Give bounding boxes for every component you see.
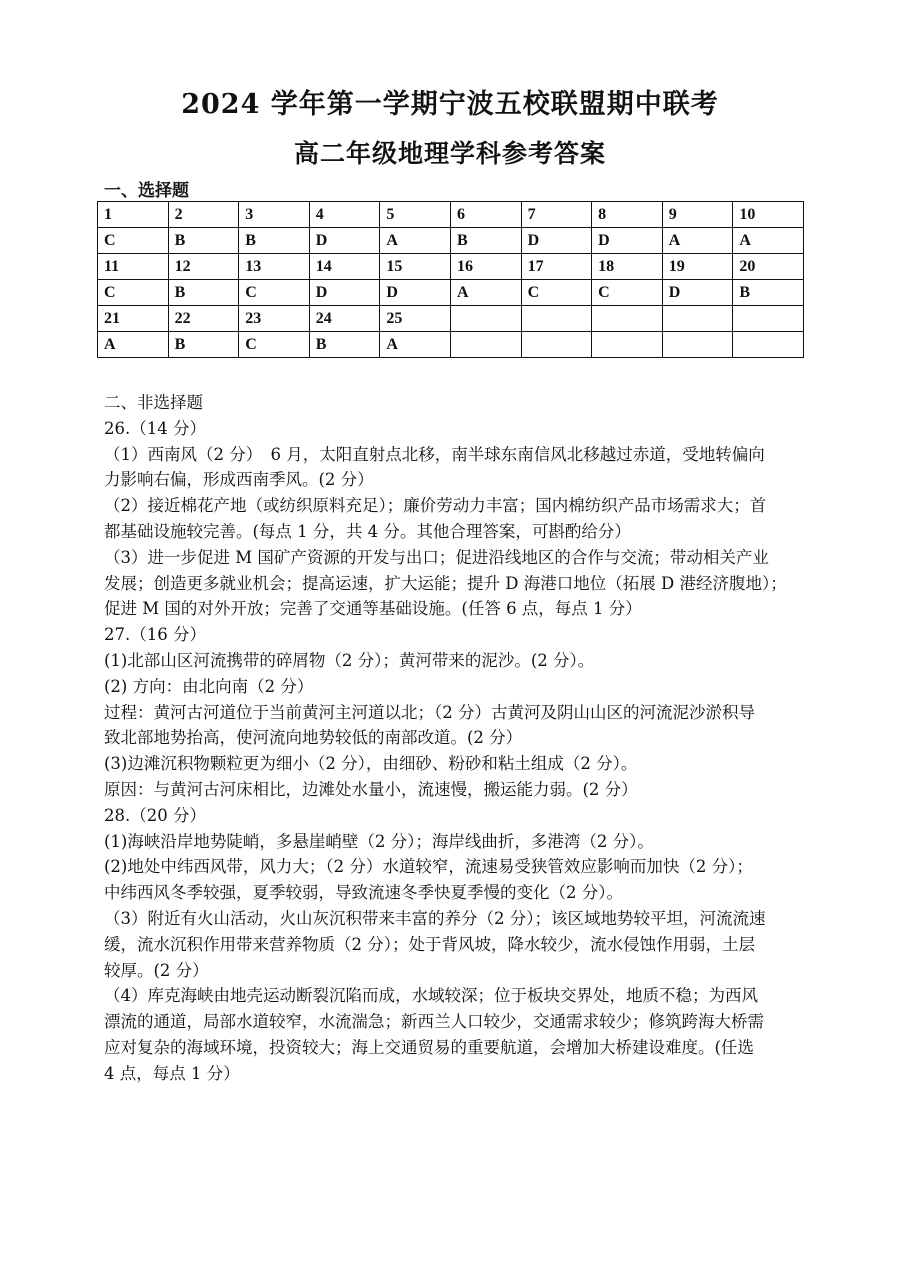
answer-cell — [592, 332, 663, 358]
question-number-row — [98, 254, 804, 280]
answer-line: 都基础设施较完善。(每点 1 分，共 4 分。其他合理答案，可斟酌给分） — [104, 521, 631, 541]
question-number-cell: 22 — [168, 306, 239, 332]
question-number-cell — [450, 306, 521, 332]
answer-line: （2）接近棉花产地（或纺织原料充足）；廉价劳动力丰富；国内棉纺织产品市场需求大；首 — [104, 496, 767, 516]
question-number-cell: 23 — [239, 306, 310, 332]
answer-row — [98, 332, 804, 358]
answer-line: 致北部地势抬高，使河流向地势较低的南部改道。(2 分） — [104, 728, 523, 748]
answer-line: 应对复杂的海域环境，投资较大；海上交通贸易的重要航道，会增加大桥建设难度。(任选 — [104, 1037, 754, 1057]
answer-row — [98, 280, 804, 306]
answer-cell: D — [380, 280, 451, 306]
question-number-cell: 1 — [98, 202, 169, 228]
answer-cell: B — [168, 332, 239, 358]
question-number-cell: 3 — [239, 202, 310, 228]
answer-cell: A — [380, 332, 451, 358]
question-number-cell: 20 — [733, 254, 804, 280]
answer-cell: D — [309, 228, 380, 254]
question-number-cell — [521, 306, 592, 332]
question-number-cell: 2 — [168, 202, 239, 228]
answer-cell: B — [309, 332, 380, 358]
question-number-cell: 6 — [450, 202, 521, 228]
question-number-cell — [592, 306, 663, 332]
answer-line: (1)海峡沿岸地势陡峭，多悬崖峭壁（2 分）；海岸线曲折，多港湾（2 分）。 — [104, 831, 654, 851]
answer-cell: C — [239, 280, 310, 306]
question-number-cell: 21 — [98, 306, 169, 332]
answer-cell: A — [733, 228, 804, 254]
answer-line: （4）库克海峡由地壳运动断裂沉陷而成，水域较深；位于板块交界处，地质不稳；为西风 — [104, 986, 758, 1006]
answer-body — [104, 390, 804, 1087]
question-number-cell: 18 — [592, 254, 663, 280]
answer-cell: C — [98, 228, 169, 254]
question-number-cell: 12 — [168, 254, 239, 280]
answer-cell: A — [450, 280, 521, 306]
answer-cell: D — [592, 228, 663, 254]
answer-line: 促进 M 国的对外开放；完善了交通等基础设施。(任答 6 点，每点 1 分） — [104, 599, 642, 619]
question-number-cell: 14 — [309, 254, 380, 280]
answer-cell: A — [380, 228, 451, 254]
answer-line: （3）进一步促进 M 国矿产资源的开发与出口；促进沿线地区的合作与交流；带动相关产业 — [104, 547, 769, 567]
question-number-cell: 11 — [98, 254, 169, 280]
answer-line: 发展；创造更多就业机会；提高运速，扩大运能；提升 D 海港口地位（拓展 D 港经济腹地）； — [104, 573, 787, 593]
answer-cell: C — [239, 332, 310, 358]
answer-line: 二、非选择题 — [104, 393, 203, 412]
question-number-cell: 15 — [380, 254, 451, 280]
answer-line: （3）附近有火山活动，火山灰沉积带来丰富的养分（2 分）；该区域地势较平坦，河流流速 — [104, 908, 766, 928]
answer-line: (1)北部山区河流携带的碎屑物（2 分）；黄河带来的泥沙。(2 分）。 — [104, 650, 595, 670]
answer-cell: C — [521, 280, 592, 306]
question-number-cell: 17 — [521, 254, 592, 280]
document-subtitle: 高二年级地理学科参考答案 — [293, 139, 606, 168]
answer-cell — [521, 332, 592, 358]
answer-cell — [733, 332, 804, 358]
section-heading-choice: 一、选择题 — [104, 181, 189, 201]
question-number-cell: 13 — [239, 254, 310, 280]
question-number-cell — [662, 306, 733, 332]
answer-cell: B — [168, 280, 239, 306]
answer-cell: D — [521, 228, 592, 254]
answer-cell — [450, 332, 521, 358]
answer-cell: D — [309, 280, 380, 306]
answer-cell: C — [592, 280, 663, 306]
question-number-cell — [733, 306, 804, 332]
question-number-cell: 5 — [380, 202, 451, 228]
answer-line: (2) 方向：由北向南（2 分） — [104, 676, 314, 696]
answer-line: 4 点，每点 1 分） — [104, 1063, 240, 1083]
answer-line: 26.（14 分） — [104, 418, 206, 438]
answer-line: 过程：黄河古河道位于当前黄河主河道以北；（2 分）古黄河及阴山山区的河流泥沙淤积导 — [104, 702, 755, 722]
question-number-cell: 25 — [380, 306, 451, 332]
answer-cell: B — [733, 280, 804, 306]
question-number-row — [98, 306, 804, 332]
answer-cell: B — [239, 228, 310, 254]
question-number-cell: 16 — [450, 254, 521, 280]
answer-cell — [662, 332, 733, 358]
answer-cell: A — [98, 332, 169, 358]
answer-table — [97, 201, 804, 358]
answer-cell: B — [450, 228, 521, 254]
question-number-row — [98, 202, 804, 228]
answer-line: 较厚。(2 分） — [104, 960, 209, 980]
question-number-cell: 4 — [309, 202, 380, 228]
question-number-cell: 8 — [592, 202, 663, 228]
answer-line: 28.（20 分） — [104, 805, 206, 825]
answer-line: 27.（16 分） — [104, 625, 206, 645]
question-number-cell: 24 — [309, 306, 380, 332]
answer-cell: D — [662, 280, 733, 306]
answer-line: 漂流的通道，局部水道较窄，水流湍急；新西兰人口较少，交通需求较少；修筑跨海大桥需 — [104, 1012, 764, 1032]
answer-cell: B — [168, 228, 239, 254]
question-number-cell: 7 — [521, 202, 592, 228]
answer-line: 缓，流水沉积作用带来营养物质（2 分）；处于背风坡，降水较少，流水侵蚀作用弱，土层 — [104, 934, 755, 954]
answer-line: (3)边滩沉积物颗粒更为细小（2 分），由细砂、粉砂和粘土组成（2 分）。 — [104, 754, 638, 774]
answer-line: 力影响右偏，形成西南季风。(2 分） — [104, 470, 374, 490]
document-title: 2024 学年第一学期宁波五校联盟期中联考 — [181, 89, 719, 120]
question-number-cell: 19 — [662, 254, 733, 280]
answer-line: （1）西南风（2 分） 6 月，太阳直射点北移，南半球东南信风北移越过赤道，受地转偏向 — [104, 444, 765, 464]
answer-line: 原因：与黄河古河床相比，边滩处水量小，流速慢，搬运能力弱。(2 分） — [104, 779, 638, 799]
answer-line: 中纬西风冬季较强，夏季较弱，导致流速冬季快夏季慢的变化（2 分）。 — [104, 883, 623, 903]
question-number-cell: 9 — [662, 202, 733, 228]
question-number-cell: 10 — [733, 202, 804, 228]
answer-line: (2)地处中纬西风带，风力大；（2 分）水道较窄，流速易受狭管效应影响而加快（2 分）； — [104, 857, 753, 877]
answer-cell: C — [98, 280, 169, 306]
answer-cell: A — [662, 228, 733, 254]
answer-row — [98, 228, 804, 254]
